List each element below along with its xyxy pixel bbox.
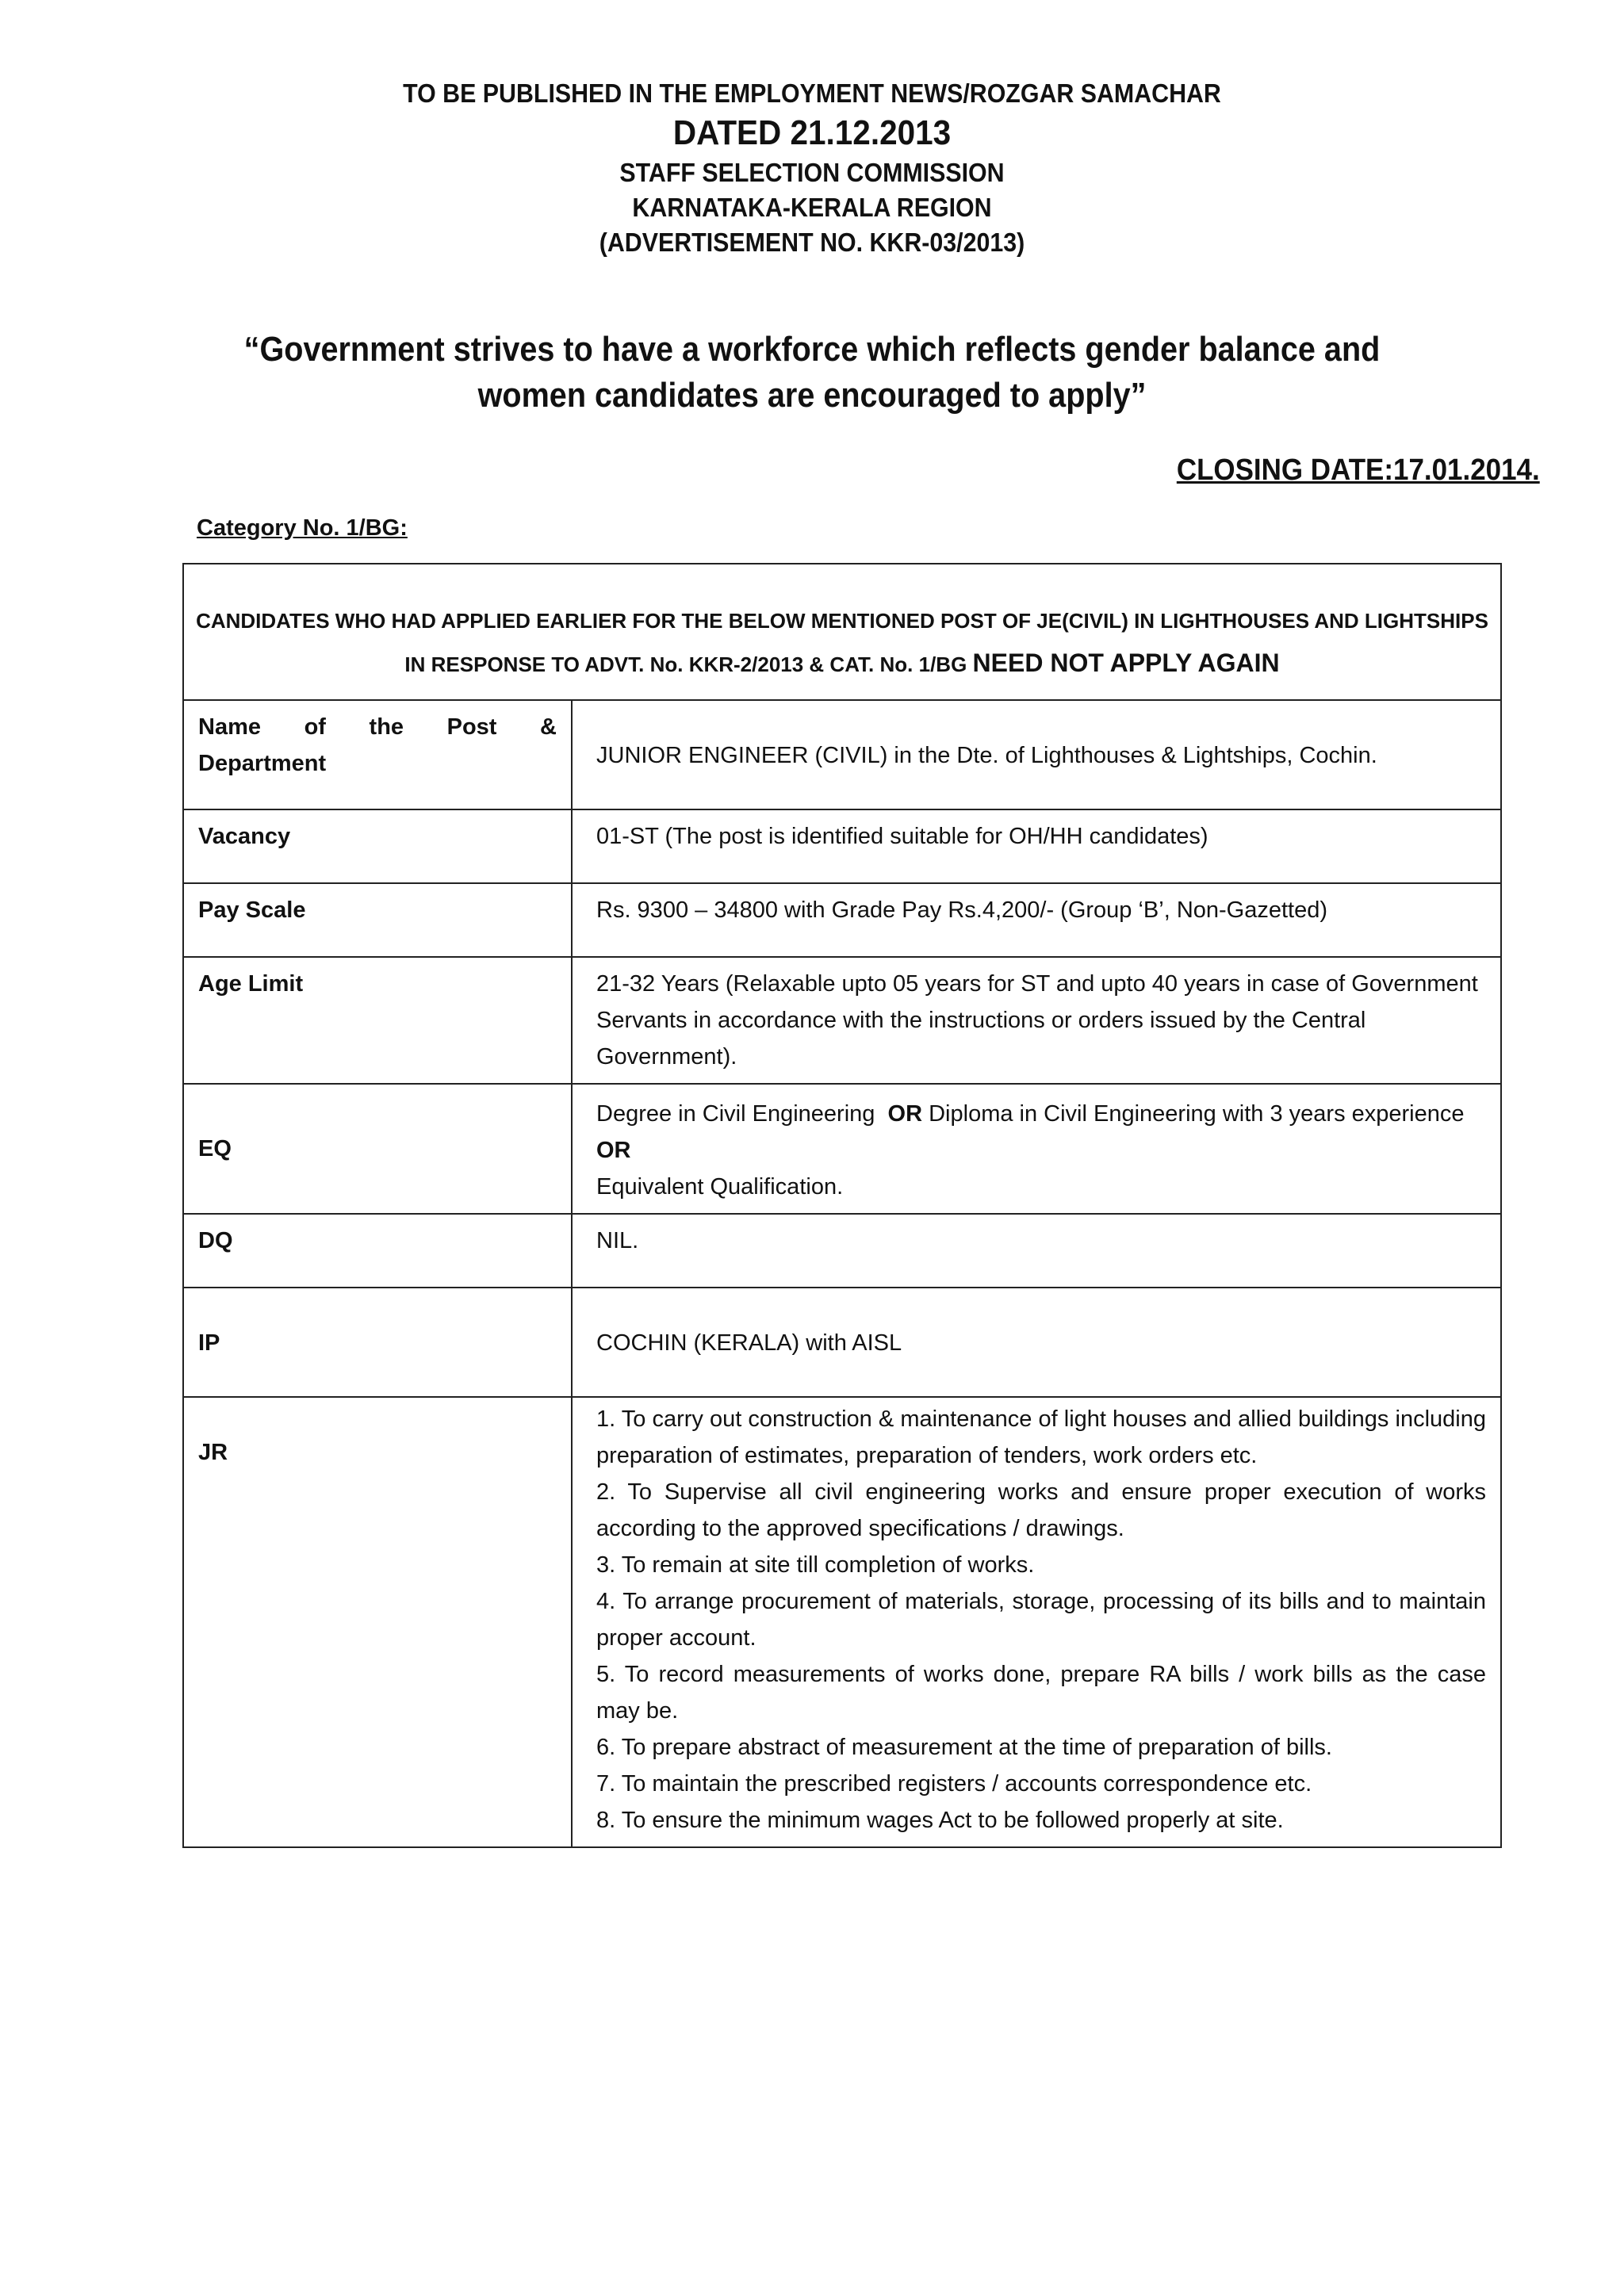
label-word: Post (446, 714, 497, 740)
list-item: 3. To remain at site till completion of works. (596, 1552, 1035, 1578)
notice-line-2 (184, 636, 1500, 680)
label-word: & (540, 714, 557, 740)
label-word: the (369, 714, 404, 740)
eq-line-2: Equivalent Qualification. (596, 1174, 844, 1200)
label-jr: JR (183, 1397, 572, 1847)
age-limit-line-2: Servants in accordance with the instructions or orders issued by the Central Government). (596, 1008, 1366, 1070)
value-vacancy: 01-ST (The post is identified suitable for OH/HH candidates) (572, 809, 1501, 883)
age-limit-line-1: 21-32 Years (Relaxable upto 05 years for ST and upto 40 years in case of Government (596, 971, 1478, 997)
gender-balance-quote (81, 327, 1542, 419)
value-dq: NIL. (572, 1214, 1501, 1288)
notice-line-1: CANDIDATES WHO HAD APPLIED EARLIER FOR THE BELOW MENTIONED POST OF JE(CIVIL) IN LIGHTHOUSES AND LIGHTSHIPS (196, 609, 1488, 633)
label-name-line-1 (198, 709, 557, 745)
advertisement-number: (ADVERTISEMENT NO. KKR-03/2013) (599, 228, 1025, 257)
eq-degree: Degree in Civil Engineering (596, 1101, 875, 1127)
category-number: Category No. 1/BG: (197, 515, 408, 541)
list-item: 2. To Supervise all civil engineering works and ensure proper execution of works according to the approved specifications / drawings. (596, 1479, 1486, 1541)
table-row-vacancy (183, 809, 1501, 883)
region-name: KARNATAKA-KERALA REGION (632, 193, 992, 222)
notice-emphasis: NEED NOT APPLY AGAIN (972, 649, 1280, 677)
table-row-dq (183, 1214, 1501, 1288)
label-word: of (304, 714, 326, 740)
label-word: Name (198, 714, 261, 740)
value-eq (572, 1084, 1501, 1214)
notice-row (183, 564, 1501, 700)
eq-line-1 (596, 1096, 1486, 1169)
organization-name: STAFF SELECTION COMMISSION (619, 158, 1005, 187)
table-row-jr (183, 1397, 1501, 1847)
closing-date: CLOSING DATE:17.01.2014. (1177, 453, 1540, 487)
quote-line-2: women candidates are encouraged to apply” (477, 376, 1147, 415)
label-dq: DQ (183, 1214, 572, 1288)
document-header (0, 76, 1624, 260)
label-pay-scale: Pay Scale (183, 883, 572, 957)
label-ip: IP (183, 1288, 572, 1397)
value-pay-scale: Rs. 9300 – 34800 with Grade Pay Rs.4,200/- (Group ‘B’, Non-Gazetted) (572, 883, 1501, 957)
label-age-limit: Age Limit (183, 957, 572, 1084)
label-vacancy: Vacancy (183, 809, 572, 883)
table-row-pay-scale (183, 883, 1501, 957)
list-item: 1. To carry out construction & maintenance of light houses and allied buildings including preparation of estimates, preparation of tenders, work orders etc. (596, 1406, 1486, 1468)
value-jr (572, 1397, 1501, 1847)
notice-cell (183, 564, 1501, 700)
table-row-age-limit (183, 957, 1501, 1084)
label-eq: EQ (183, 1084, 572, 1214)
list-item: 4. To arrange procurement of materials, storage, processing of its bills and to maintain proper account. (596, 1589, 1486, 1651)
eq-or-2: OR (596, 1138, 631, 1163)
post-details-table (182, 563, 1502, 1848)
value-name-of-post: JUNIOR ENGINEER (CIVIL) in the Dte. of Lighthouses & Lightships, Cochin. (572, 700, 1501, 809)
publication-date: DATED 21.12.2013 (672, 113, 952, 152)
publication-notice: TO BE PUBLISHED IN THE EMPLOYMENT NEWS/ROZGAR SAMACHAR (403, 78, 1221, 108)
quote-line-1: “Government strives to have a workforce which reflects gender balance and (243, 330, 1381, 369)
list-item: 7. To maintain the prescribed registers / accounts correspondence etc. (596, 1771, 1312, 1797)
list-item: 8. To ensure the minimum wages Act to be followed properly at site. (596, 1808, 1284, 1833)
notice-reference: IN RESPONSE TO ADVT. No. KKR-2/2013 & CAT. No. 1/BG (404, 652, 967, 676)
table-row-eq (183, 1084, 1501, 1214)
list-item: 6. To prepare abstract of measurement at the time of preparation of bills. (596, 1735, 1332, 1760)
eq-diploma: Diploma in Civil Engineering with 3 years experience (929, 1101, 1465, 1127)
table-row-name-of-post (183, 700, 1501, 809)
value-age-limit (572, 957, 1501, 1084)
eq-or-1: OR (887, 1101, 923, 1127)
label-name-line-2: Department (198, 751, 327, 776)
value-ip: COCHIN (KERALA) with AISL (572, 1288, 1501, 1397)
label-name-of-post (183, 700, 572, 809)
list-item: 5. To record measurements of works done, prepare RA bills / work bills as the case may be. (596, 1662, 1486, 1724)
table-row-ip (183, 1288, 1501, 1397)
